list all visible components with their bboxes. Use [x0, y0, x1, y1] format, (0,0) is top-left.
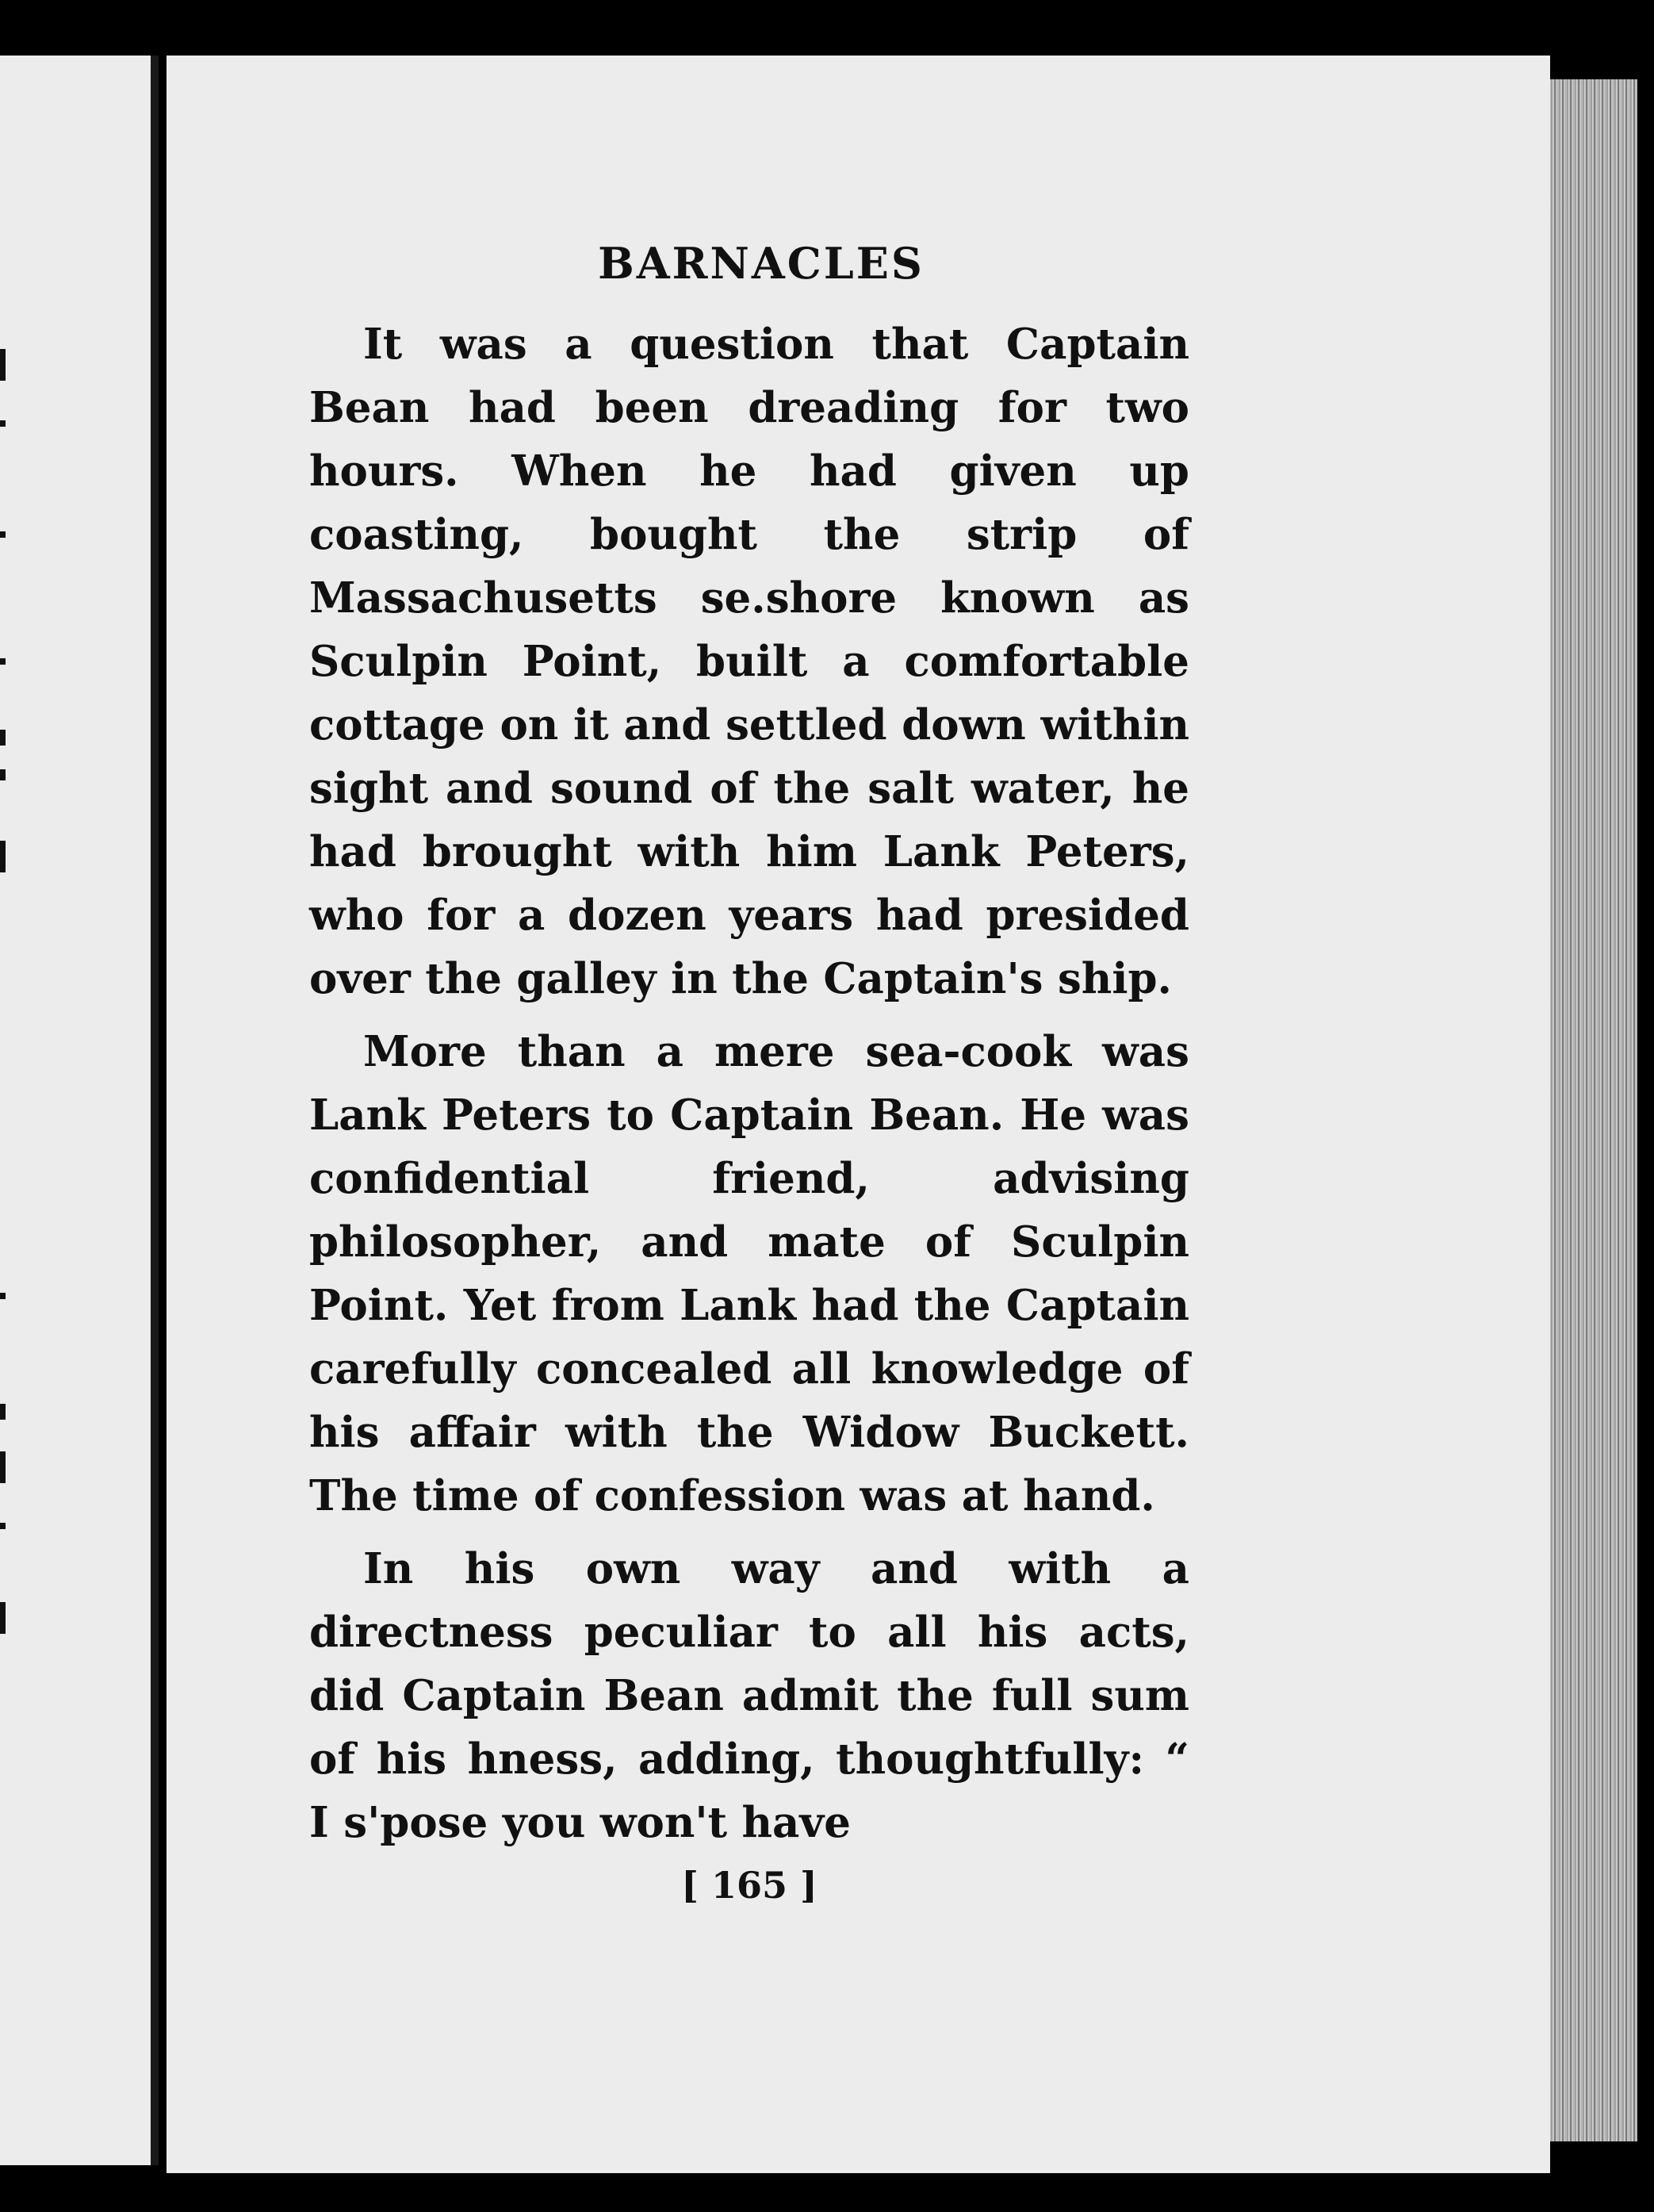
paragraph-2: More than a mere sea-cook was Lank Peters to Captain Bean. He was confidential friend, advising philosopher, and mate of Sculpin Point. Yet from Lank had the Captain carefully concealed all knowledge of his affair with the Widow Buckett. The time of confession was at hand.	[309, 1027, 1189, 1520]
page-block-edge	[1550, 79, 1637, 2141]
running-head: BARNACLES	[598, 238, 925, 289]
gutter-shadow	[151, 56, 159, 2165]
paragraph-3: In his own way and with a directness peculiar to all his acts, did Captain Bean admit the full sum of his hness, adding, thoughtfully: “ I s'pose you won't have	[309, 1544, 1189, 1847]
facing-page	[0, 56, 159, 2165]
page-text	[309, 238, 1189, 1907]
page-number: [ 165 ]	[681, 1864, 817, 1907]
paragraph-1: It was a question that Captain Bean had been dreading for two hours. When he had given up coasting, bought the strip of Massachusetts se.shore known as Sculpin Point, built a comfortable cottage on it and settled down within sight and sound of the salt water, he had brought with him Lank Peters, who for a dozen years had presided over the galley in the Captain's ship.	[309, 320, 1189, 1003]
